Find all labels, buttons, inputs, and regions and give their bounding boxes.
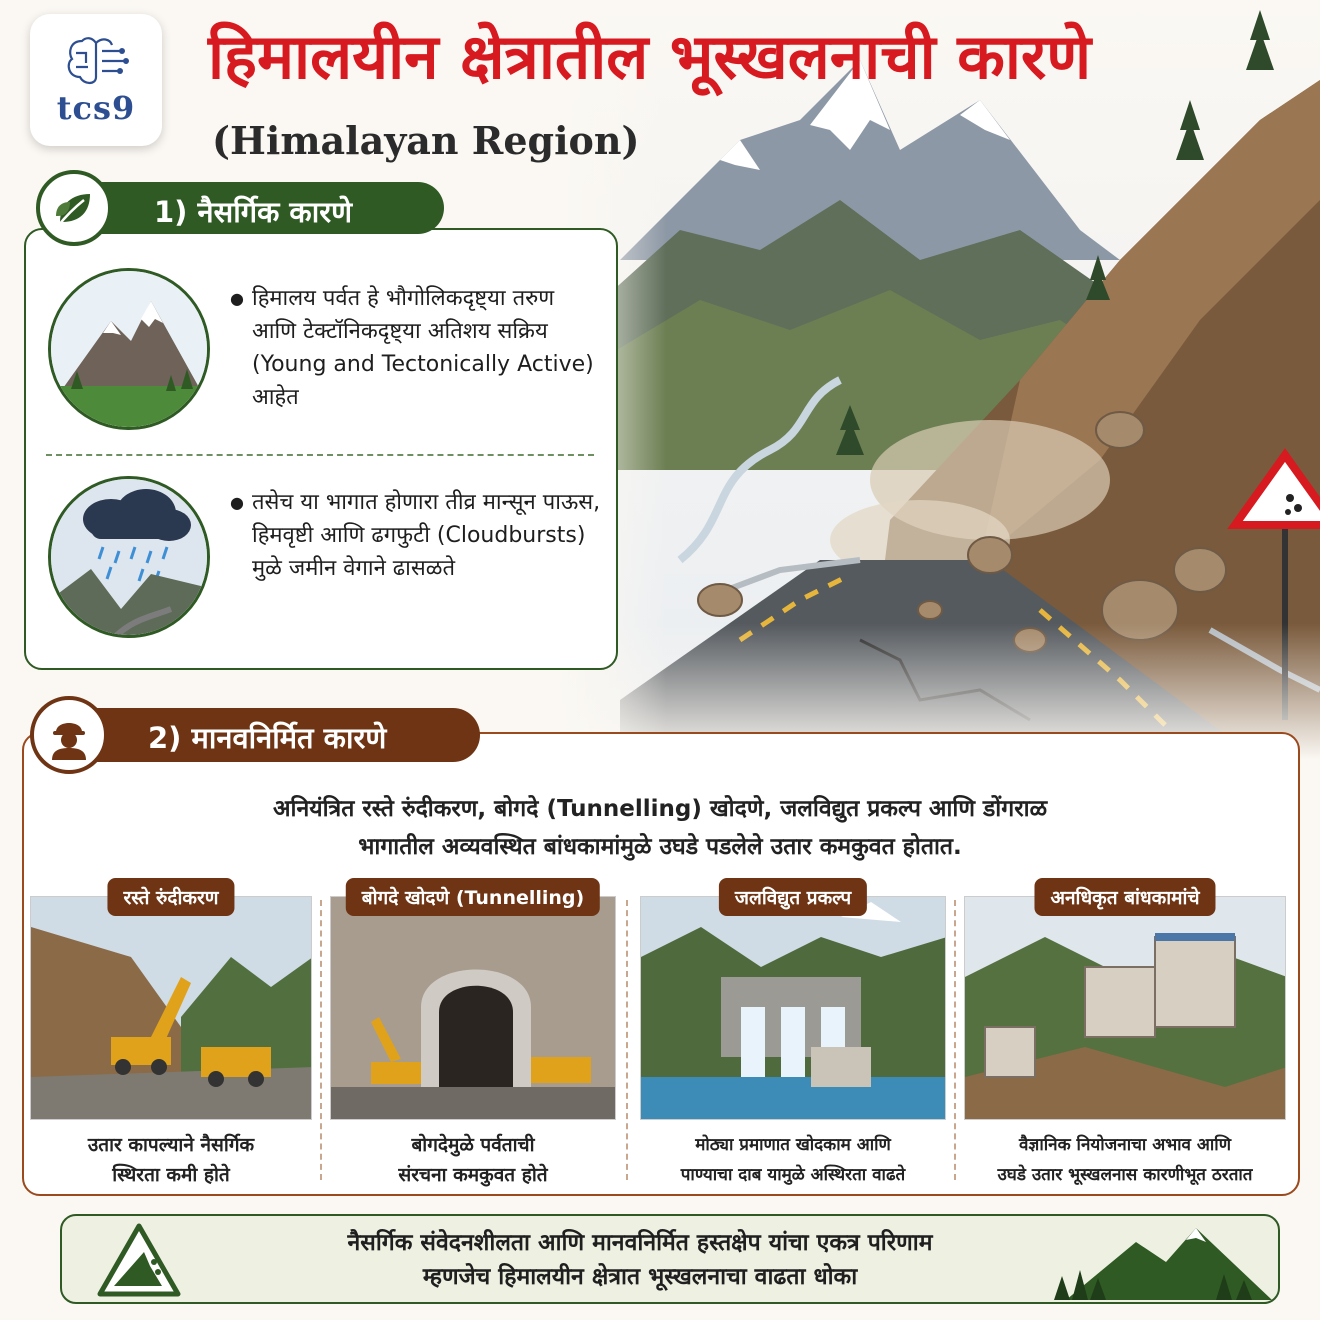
page-title: हिमालयीन क्षेत्रातील भूस्खलनाची कारणे [208,20,1092,93]
card-divider [954,900,956,1180]
caption-line-1: वैज्ञानिक नियोजनाचा अभाव आणि [1018,1135,1231,1155]
tunnelling-image [330,896,616,1120]
card-hydropower-caption [640,1130,946,1190]
landslide-warning-icon [96,1222,182,1298]
intro-line-1: अनियंत्रित रस्ते रुंदीकरण, बोगदे (Tunnelling) खोदणे, जलविद्युत प्रकल्प आणि डोंगराळ [272,796,1048,822]
brain-circuit-icon [62,33,130,89]
tcs9-logo[interactable] [30,14,162,146]
hydropower-dam-image [640,896,946,1120]
caption-line-1: मोठ्या प्रमाणात खोदकाम आणि [695,1135,891,1155]
caption-line-1: बोगदेमुळे पर्वताची [411,1134,535,1156]
human-causes-intro [120,790,1200,866]
card-tunnelling-caption [330,1130,616,1190]
conclusion-line-2: म्हणजेच हिमालयीन क्षेत्रात भूस्खलनाचा वाढता धोका [422,1264,858,1290]
section1-divider [46,454,594,456]
caption-line-2: स्थिरता कमी होते [112,1164,230,1186]
card-tunnelling-tag: बोगदे खोदणे (Tunnelling) [346,878,600,916]
natural-causes-heading [36,170,444,246]
unauthorized-buildings-image [964,896,1286,1120]
mountain-forest-icon [1046,1222,1272,1300]
card-divider [626,900,628,1180]
caption-line-2: संरचना कमकुवत होते [398,1164,548,1186]
caption-line-1: उतार कापल्याने नैसर्गिक [87,1134,255,1156]
conclusion-text [200,1226,1080,1294]
monsoon-rain-illustration [48,476,210,638]
natural-cause-point-1: ● हिमालय पर्वत हे भौगोलिकदृष्ट्या तरुण आणि टेक्टॉनिकदृष्ट्या अतिशय सक्रिय (Young and Tectonically Active) आहेत [252,282,604,414]
page-subtitle: (Himalayan Region) [212,118,640,163]
intro-line-2: भागातील अव्यवस्थित बांधकामांमुळे उघडे पडलेले उतार कमकुवत होतात. [358,834,962,860]
card-road-widening-tag: रस्ते रुंदीकरण [107,878,234,916]
card-road-widening-caption [30,1130,312,1190]
landslide-mountain-road-illustration [560,0,1320,760]
human-causes-title: 2) मानवनिर्मित कारणे [148,721,387,755]
natural-cause-point-2: ● तसेच या भागात होणारा तीव्र मान्सून पाऊस, हिमवृष्टी आणि ढगफुटी (Cloudbursts) मुळे जमीन वेगाने ढासळते [252,486,604,585]
human-causes-heading [30,696,480,772]
road-widening-image [30,896,312,1120]
card-unauthorized-construction-caption [964,1130,1286,1190]
caption-line-2: पाण्याचा दाब यामुळे अस्थिरता वाढते [680,1165,906,1185]
leaf-icon [36,170,112,246]
card-divider [320,900,322,1180]
construction-worker-icon [30,696,108,774]
logo-text: tcs9 [56,89,136,127]
caption-line-2: उघडे उतार भूस्खलनास कारणीभूत ठरतात [997,1165,1253,1185]
card-hydropower-tag: जलविद्युत प्रकल्प [719,878,867,916]
card-unauthorized-construction-tag: अनधिकृत बांधकामांचे [1034,878,1215,916]
natural-causes-title: 1) नैसर्गिक कारणे [154,195,353,229]
mountain-illustration [48,268,210,430]
conclusion-line-1: नैसर्गिक संवेदनशीलता आणि मानवनिर्मित हस्तक्षेप यांचा एकत्र परिणाम [347,1230,933,1256]
